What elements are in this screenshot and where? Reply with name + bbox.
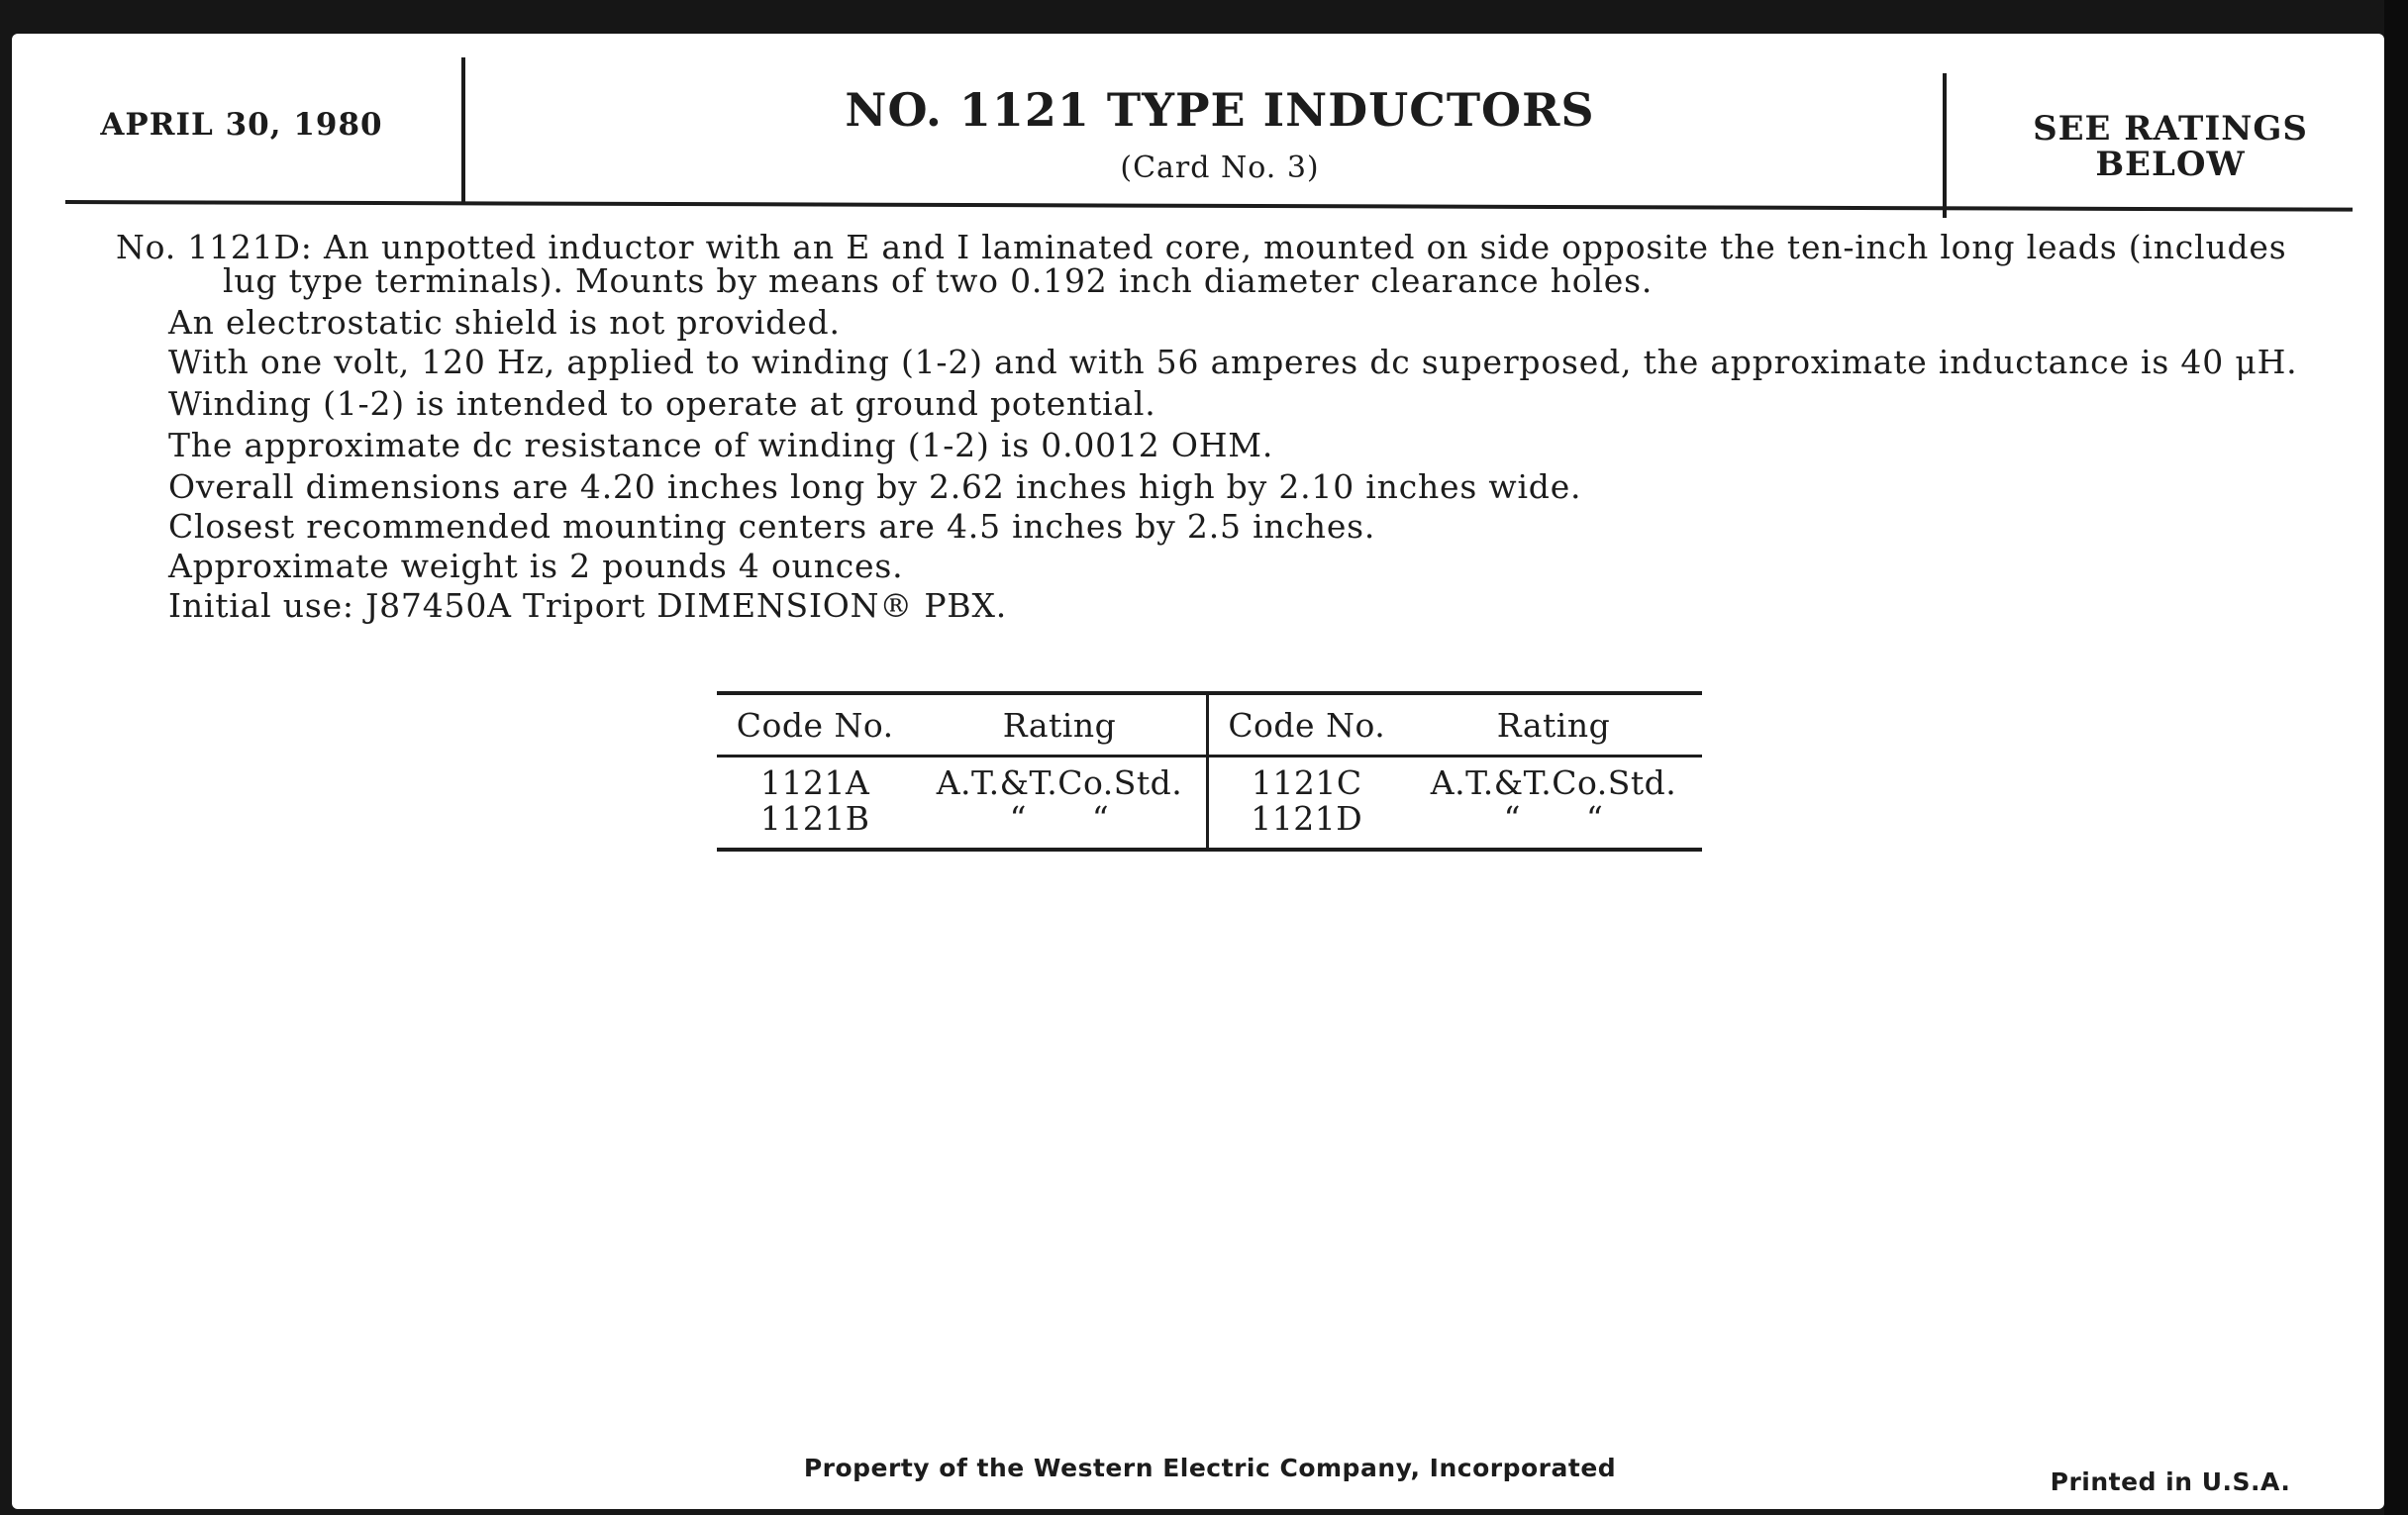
left-ratings-cell: [913, 757, 1207, 851]
body-line-resistance: The approximate dc resistance of winding (1-2) is 0.0012 OHM.: [168, 426, 1274, 464]
rating-1121d: “ “: [1503, 799, 1604, 838]
right-codes-cell: [1207, 757, 1405, 851]
code-1121d: 1121D: [1251, 799, 1363, 838]
card-date: APRIL 30, 1980: [100, 107, 383, 143]
card-title: NO. 1121 TYPE INDUCTORS: [845, 83, 1595, 137]
rating-1121a: A.T.&T.Co.Std.: [936, 763, 1183, 802]
intro-paragraph: [116, 228, 2314, 301]
ratings-data-row: [717, 757, 1702, 851]
body-line-weight: Approximate weight is 2 pounds 4 ounces.: [168, 547, 904, 585]
body-line-potential: Winding (1-2) is intended to operate at ground potential.: [168, 384, 1156, 423]
header-rating-left: Rating: [913, 693, 1207, 757]
header-rating-right: Rating: [1405, 693, 1702, 757]
body-line-dimensions: Overall dimensions are 4.20 inches long by 2.62 inches high by 2.10 inches wide.: [168, 467, 1582, 506]
code-1121c: 1121C: [1251, 763, 1362, 802]
header-rule: [65, 200, 2353, 212]
body-line-inductance: With one volt, 120 Hz, applied to winding (1-2) and with 56 amperes dc superposed, the approximate inductance is 40 μH.: [168, 343, 2298, 381]
footer-printed-in: Printed in U.S.A.: [2050, 1467, 2291, 1496]
ratings-note: [1982, 111, 2358, 182]
body-line-shield: An electrostatic shield is not provided.: [168, 303, 841, 342]
header-code-no-left: Code No.: [717, 693, 913, 757]
ratings-header-row: [717, 693, 1702, 757]
right-ratings-cell: [1405, 757, 1702, 851]
intro-line-1: No. 1121D: An unpotted inductor with an E and I laminated core, mounted on side opposite the ten-inch long leads (includes: [116, 228, 2287, 266]
header-divider-right: [1943, 73, 1947, 218]
body-line-mounting: Closest recommended mounting centers are 4.5 inches by 2.5 inches.: [168, 507, 1376, 546]
rating-1121b: “ “: [1009, 799, 1110, 838]
intro-line-2: lug type terminals). Mounts by means of two 0.192 inch diameter clearance holes.: [223, 261, 1654, 300]
header-divider-left: [461, 57, 465, 202]
index-card: [12, 34, 2384, 1509]
body-line-initial-use: Initial use: J87450A Triport DIMENSION® PBX.: [168, 586, 1008, 625]
rating-1121c: A.T.&T.Co.Std.: [1430, 763, 1677, 802]
code-1121b: 1121B: [759, 799, 870, 838]
card-subtitle: (Card No. 3): [1120, 151, 1320, 185]
ratings-note-line2: BELOW: [2095, 145, 2246, 184]
ratings-note-line1: SEE RATINGS: [2033, 109, 2308, 149]
scan-edge: [2384, 0, 2408, 1515]
footer-property-notice: Property of the Western Electric Company, Incorporated: [803, 1454, 1617, 1482]
left-codes-cell: [717, 757, 913, 851]
ratings-table: [717, 691, 1702, 852]
code-1121a: 1121A: [760, 763, 870, 802]
header-code-no-right: Code No.: [1207, 693, 1405, 757]
